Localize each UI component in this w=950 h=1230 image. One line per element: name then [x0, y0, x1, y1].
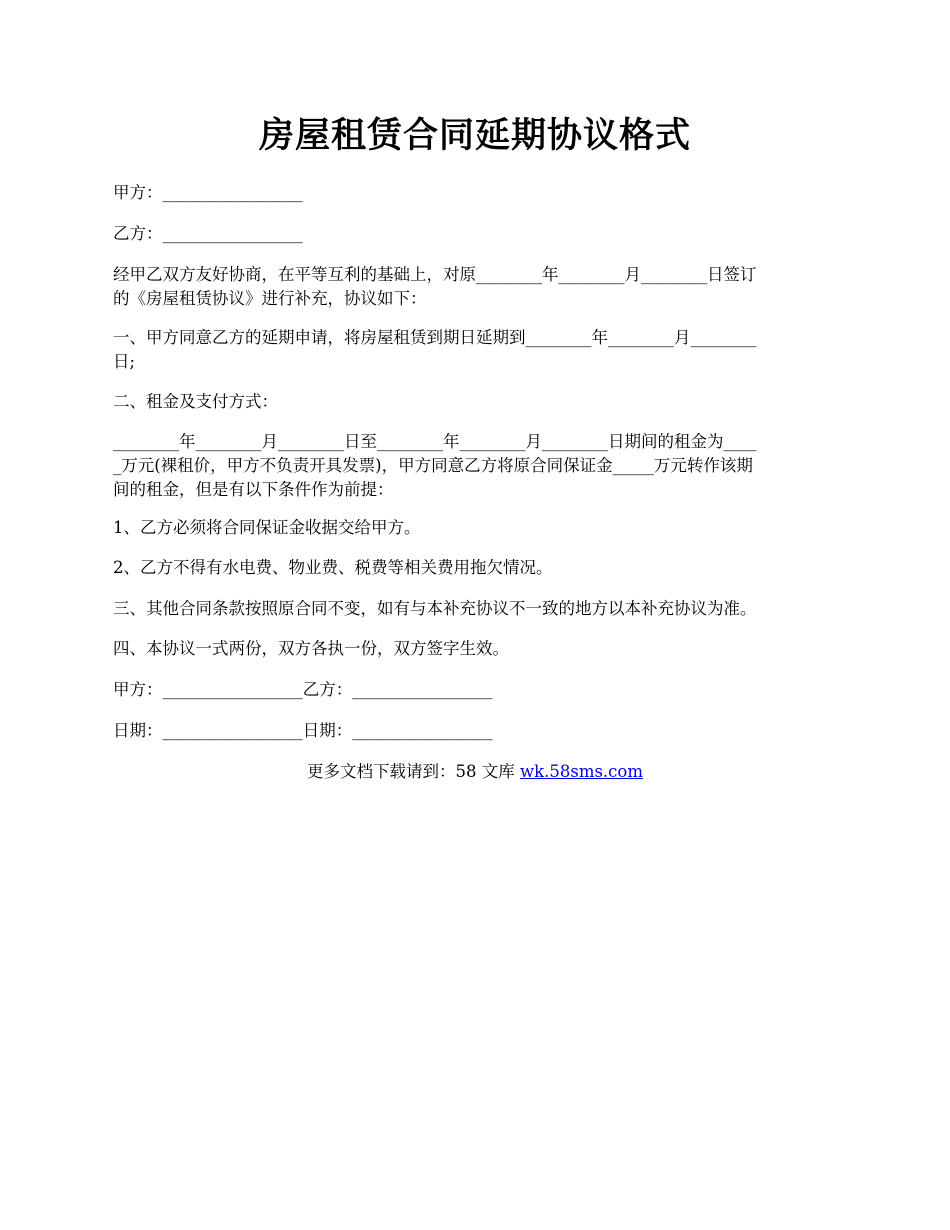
rent-line-1: ________年________月________日至________年________月________日期间的租金为____	[113, 432, 757, 451]
condition-1: 1、乙方必须将合同保证金收据交给甲方。	[113, 518, 421, 537]
footer	[0, 760, 950, 784]
clause-3: 三、其他合同条款按照原合同不变，如有与本补充协议不一致的地方以本补充协议为准。	[113, 599, 757, 618]
party-a-line: 甲方：_________________	[113, 183, 303, 202]
clause-1-line-2: 日;	[113, 352, 136, 371]
date-line: 日期：_________________日期：_________________	[113, 721, 493, 740]
footer-text: 更多文档下载请到：58 文库	[306, 762, 520, 781]
document-title: 房屋租赁合同延期协议格式	[258, 115, 691, 156]
signature-line: 甲方：_________________乙方：_________________	[113, 680, 493, 699]
clause-1-line-1: 一、甲方同意乙方的延期申请，将房屋租赁到期日延期到________年________月________	[113, 328, 757, 347]
clause-4: 四、本协议一式两份，双方各执一份，双方签字生效。	[113, 639, 509, 658]
rent-line-3: 间的租金，但是有以下条件作为前提：	[113, 480, 394, 499]
rent-line-2: _万元(裸租价，甲方不负责开具发票)，甲方同意乙方将原合同保证金_____万元转作该期	[113, 456, 753, 475]
intro-line-2: 的《房屋租赁协议》进行补充，协议如下：	[113, 289, 427, 308]
intro-line-1: 经甲乙双方友好协商，在平等互利的基础上，对原________年________月________日签订	[113, 265, 757, 284]
condition-2: 2、乙方不得有水电费、物业费、税费等相关费用拖欠情况。	[113, 558, 553, 577]
clause-2-heading: 二、租金及支付方式：	[113, 392, 278, 411]
footer-link[interactable]: wk.58sms.com	[519, 762, 643, 781]
party-b-line: 乙方：_________________	[113, 224, 303, 243]
